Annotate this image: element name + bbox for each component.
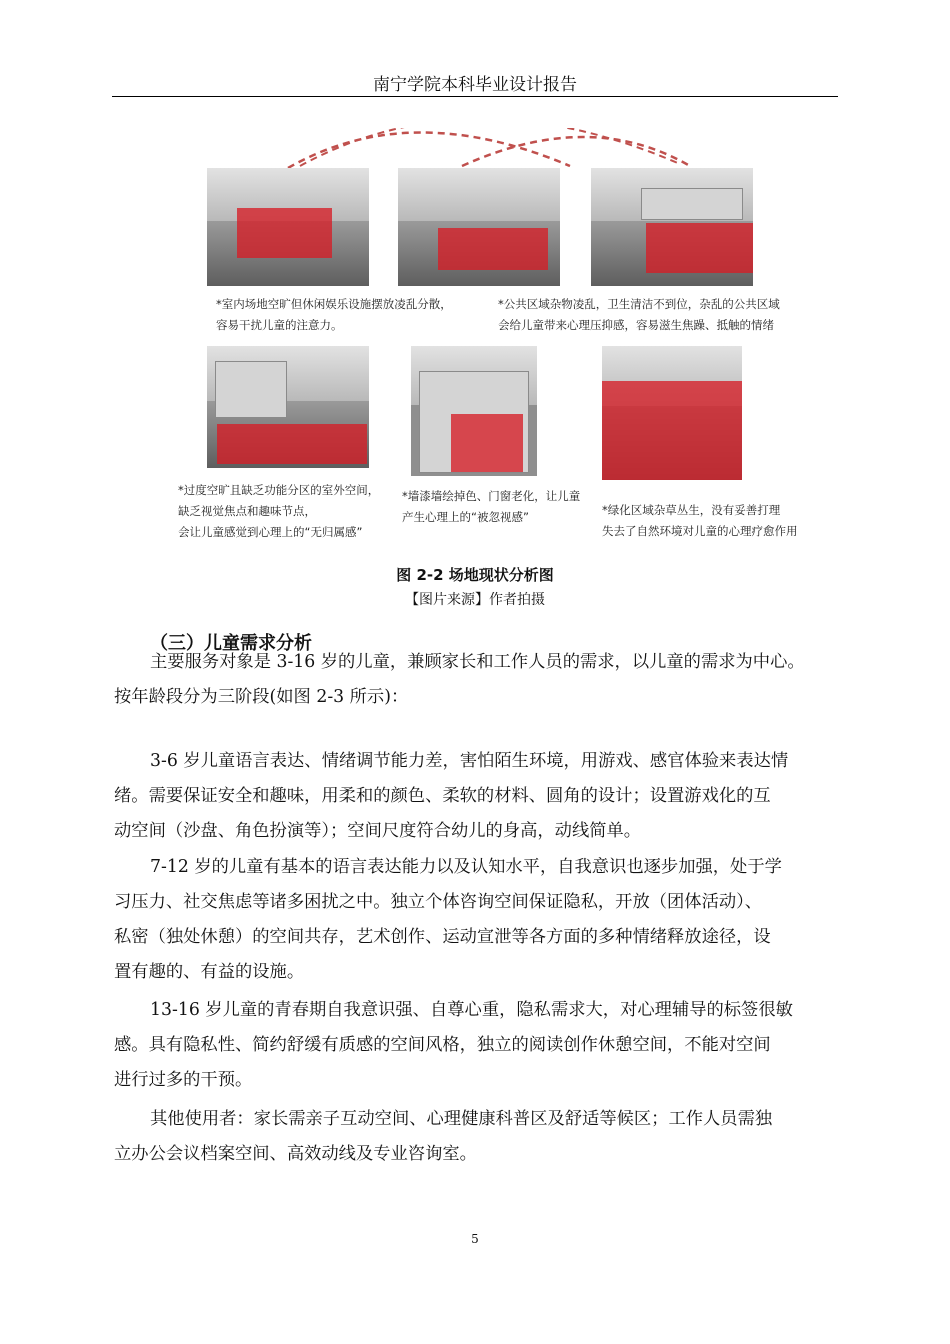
figure-note-3: *过度空旷且缺乏功能分区的室外空间， 缺乏视觉焦点和趣味节点， 会让儿童感觉到心理上的“无归属感” — [178, 483, 380, 539]
paragraph-5: 其他使用者：家长需亲子互动空间、心理健康科普区及舒适等候区；工作人员需独 立办公会议档案空间、高效动线及专业咨询室。 — [114, 1109, 773, 1164]
paragraph-4: 13-16 岁儿童的青春期自我意识强、自尊心重，隐私需求大，对心理辅导的标签很敏 感。具有隐私性、简约舒缓有质感的空间风格，独立的阅读创作休憩空间，不能对空间 进行过多的干预。 — [114, 1000, 793, 1090]
site-analysis-figure — [178, 128, 798, 556]
page-header: 南宁学院本科毕业设计报告 — [373, 75, 577, 95]
photo-overgrown-greenery — [602, 346, 742, 480]
page-number: 5 — [471, 1232, 479, 1246]
photo-outdoor-open — [207, 346, 369, 468]
figure-title: 图 2-2 场地现状分析图 — [396, 566, 554, 584]
photo-indoor-space — [207, 168, 369, 286]
figure-note-1: *室内场地空旷但休闲娱乐设施摆放凌乱分散， 容易干扰儿童的注意力。 — [216, 297, 452, 332]
header-rule — [112, 96, 838, 97]
figure-note-4: *墙漆墙绘掉色、门窗老化，让儿童 产生心理上的“被忽视感” — [402, 489, 581, 524]
photo-courtyard — [591, 168, 753, 286]
figure-note-2: *公共区域杂物凌乱，卫生清洁不到位，杂乱的公共区域 会给儿童带来心理压抑感，容易滋生焦躁、抵触的情绪 — [498, 297, 780, 332]
paragraph-1: 主要服务对象是 3-16 岁的儿童，兼顾家长和工作人员的需求，以儿童的需求为中心。 按年龄段分为三阶段(如图 2-3 所示)： — [114, 652, 805, 707]
paragraph-2: 3-6 岁儿童语言表达、情绪调节能力差，害怕陌生环境，用游戏、感官体验来表达情 绪。需要保证安全和趣味，用柔和的颜色、柔软的材料、圆角的设计；设置游戏化的互 动空间（沙盘、角色扮演等）；空间尺度符合幼儿的身高，动线简单。 — [114, 751, 789, 841]
photo-building-facade — [411, 346, 537, 476]
section-heading: （三）儿童需求分析 — [150, 633, 312, 654]
figure-source: 【图片来源】作者拍摄 — [405, 592, 545, 608]
figure-note-5: *绿化区域杂草丛生，没有妥善打理 失去了自然环境对儿童的心理疗愈作用 — [602, 503, 798, 538]
photo-public-area — [398, 168, 560, 286]
paragraph-3: 7-12 岁的儿童有基本的语言表达能力以及认知水平，自我意识也逐步加强，处于学 习压力、社交焦虑等诸多困扰之中。独立个体咨询空间保证隐私，开放（团体活动）、 私密（独处休憩）的空间共存，艺术创作、运动宣泄等各方面的多种情绪释放途径，设 置有趣的、有益的设施。 — [114, 857, 782, 982]
